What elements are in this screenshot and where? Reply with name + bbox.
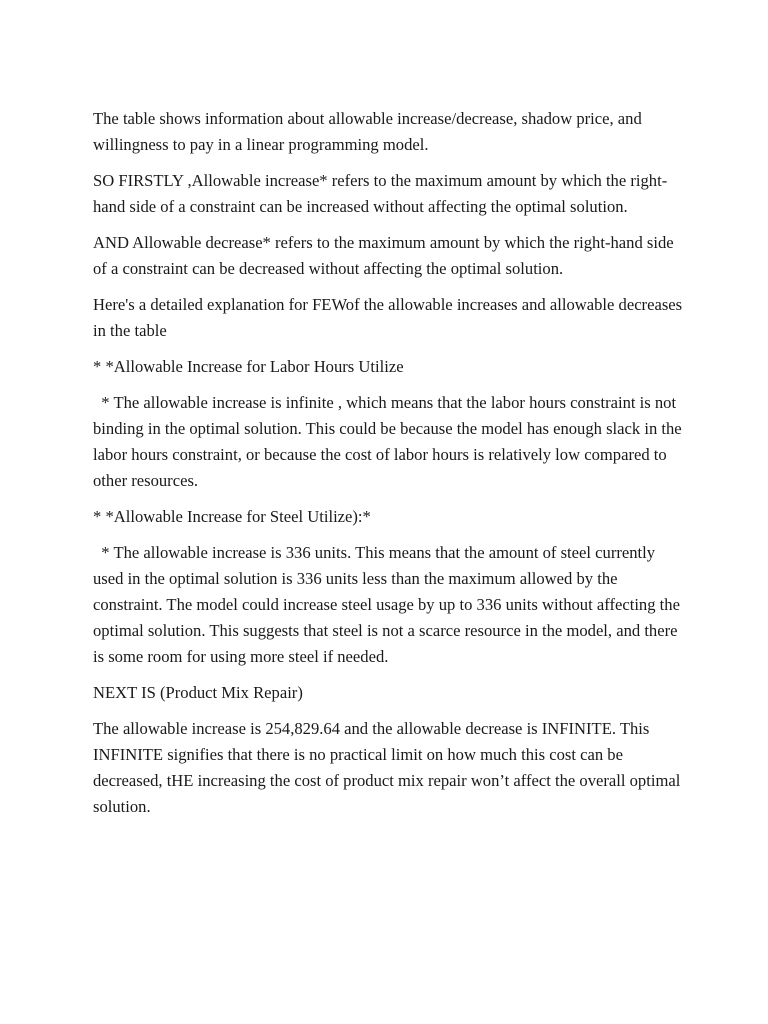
paragraph-allowable-increase-definition: SO FIRSTLY ,Allowable increase* refers to the maximum amount by which the right-hand side of a constraint can be increased without affecting the optimal solution. [93, 171, 668, 216]
paragraph-intro: The table shows information about allowable increase/decrease, shadow price, and willingness to pay in a linear programming model. [93, 109, 646, 154]
heading-labor-hours: * *Allowable Increase for Labor Hours Utilize [93, 357, 404, 376]
paragraph-product-mix-repair: The allowable increase is 254,829.64 and the allowable decrease is INFINITE. This INFINITE signifies that there is no practical limit on how much this cost can be decreased, tHE increasing the cost of product mix repair won’t affect the overall optimal solution. [93, 719, 685, 816]
paragraph-steel: * The allowable increase is 336 units. This means that the amount of steel currently used in the optimal solution is 336 units less than the maximum allowed by the constraint. The model could increase steel usage by up to 336 units without affecting the optimal solution. This suggests that steel is not a scarce resource in the model, and there is some room for using more steel if needed. [93, 543, 685, 666]
paragraph-allowable-decrease-definition: AND Allowable decrease* refers to the maximum amount by which the right-hand side of a constraint can be decreased without affecting the optimal solution. [93, 233, 678, 278]
heading-product-mix-repair: NEXT IS (Product Mix Repair) [93, 683, 303, 702]
paragraph-labor-hours: * The allowable increase is infinite , which means that the labor hours constraint is not binding in the optimal solution. This could be because the model has enough slack in the labor hours constraint, or because the cost of labor hours is relatively low compared to other resources. [93, 393, 686, 490]
heading-steel: * *Allowable Increase for Steel Utilize):* [93, 507, 371, 526]
document-body [93, 106, 687, 830]
paragraph-explanation-intro: Here's a detailed explanation for FEWof the allowable increases and allowable decreases in the table [93, 295, 687, 340]
